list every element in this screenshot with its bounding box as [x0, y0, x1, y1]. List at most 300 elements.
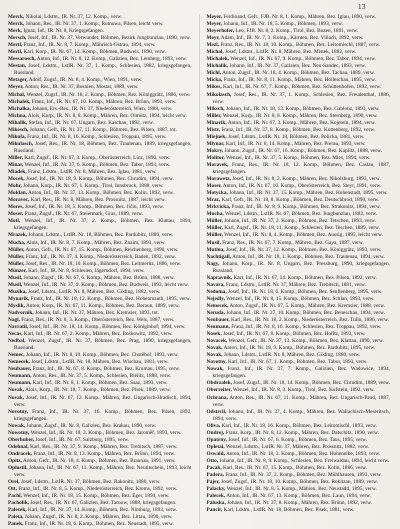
entry-details: Karl, Zugsf., IR. Nr. 18, 11. Komp., Schlesien, Bez. Teschen, 1889, verw.	[224, 225, 380, 232]
list-entry	[8, 176, 192, 183]
entry-surname: Morawetz,	[206, 176, 231, 183]
entry-surname: Mrazek,	[8, 232, 27, 239]
entry-surname: Neumann,	[8, 373, 32, 380]
list-entry	[8, 155, 192, 162]
entry-surname: Mladek,	[8, 169, 27, 176]
entry-details: Franz, Inf., IR. Nr. 37, 4. Komp., Niederösterreich, Baden, 1892, verw.	[25, 253, 176, 260]
entry-surname: Mrkvicka,	[206, 204, 231, 211]
entry-surname: Müller,	[8, 253, 25, 260]
entry-surname: Mistr,	[206, 126, 220, 133]
entry-surname: Mihalik,	[8, 119, 28, 126]
entry-details: Wenzel, Inf., IR. Nr. 18, 15. Komp., Böhmen, Bez. Eger, 1894, verw.	[23, 493, 170, 500]
entry-surname: Mertl,	[8, 42, 23, 49]
list-entry	[8, 77, 192, 84]
entry-surname: Nachtigall,	[206, 253, 232, 260]
list-entry	[207, 127, 391, 134]
entry-surname: Müller,	[206, 225, 223, 232]
entry-details: Wenzel, Inf., IR. Nr. 37, 6. Komp., Böhmen, Bez. Tabor, 1893, verw.	[24, 161, 171, 168]
list-entry	[8, 162, 192, 169]
list-entry	[207, 92, 391, 106]
entry-surname: Moravec,	[8, 197, 30, 204]
entry-details: Franz, Inf., IR. Nr. 37, 16. Komp., Böhmen, Bez. Pilsen, 1892, kriegsgefangen.	[14, 408, 192, 422]
list-entry	[8, 106, 192, 113]
entry-details: Wenzel, Inf., IR. Nr. 18, 3. Komp., Böhmen, Bez. Jaroměř, 1893, verw.	[30, 429, 182, 436]
entry-details: Franz, Inf., IR. Nr. 67, 10. Komp., Mähren, Bez. Brünn, 1893, verw.	[31, 98, 177, 105]
list-entry	[8, 240, 192, 247]
entry-surname: Moser,	[8, 211, 24, 218]
entry-details: Wenzel, Zugsf., IR. Nr. 37, Böhmen, Bez. Prag, 1890, kriegsgefangen, Russland.	[14, 338, 192, 352]
entry-details: Alois, Inf., IR. Nr. 8, 7. Komp., Mähren, Bez. Znaim, 1893, verw.	[26, 239, 166, 246]
entry-surname: Molitor,	[206, 154, 225, 161]
entry-details: Josef, Inf., IR. Nr. 8, 2. Komp., Mähren, Bez. Nikolsburg, 1893, verw.	[232, 176, 381, 183]
list-entry	[207, 275, 391, 282]
entry-details: Anton, Res., IR. Nr. 37, 5. Komp., Schlesien, Bielitz, 1888, verw.	[32, 373, 172, 380]
entry-details: Franz, Inf., IR. Nr. 37, 2. Komp., Böhmen, Bez. Mühlhausen, 1893, verw.	[225, 472, 382, 479]
entry-surname: Minar,	[8, 161, 24, 168]
entry-surname: Mucha,	[206, 211, 224, 218]
entry-surname: Nedoma,	[206, 288, 227, 295]
entry-details: Wenzel, Inf., IR. Nr. 37, 2. Komp., Böhmen, Bez. Klattau, 1894, kriegsgefangen.	[14, 218, 192, 232]
entry-details: Franz, Ldstm., LstIR. Nr. 8, Mähren, Bez. Iglau, 1881, verw.	[28, 169, 157, 176]
entry-surname: Navara,	[206, 281, 225, 288]
entry-surname: Ochrana,	[206, 394, 228, 401]
list-entry	[207, 21, 391, 28]
entry-surname: Nosek,	[206, 331, 222, 338]
entry-details: Franz, Res., IR. Nr. 67, 7. Komp., Mähren, Bez. Gaya, 1887, verw.	[222, 239, 364, 246]
entry-surname: Müller,	[8, 246, 25, 253]
list-entry	[207, 366, 391, 380]
entry-surname: Micka,	[206, 77, 223, 84]
entry-details: Ferdinand, Gefr., FJB. Nr. 8, 1. Komp., Mähren, Bez. Iglau, 1890, verw.	[223, 14, 377, 20]
entry-surname: Nadvornik,	[8, 309, 34, 316]
entry-surname: Nemecek,	[206, 302, 229, 309]
entry-surname: Nemecek,	[8, 359, 30, 366]
list-entry	[207, 232, 391, 239]
list-entry	[207, 204, 391, 211]
entry-surname: Michalek,	[206, 56, 230, 63]
entry-details: Anton, Res., IR. Nr. 37, Bosnien, Mostar, 1889, verw.	[24, 84, 139, 91]
entry-details: Franz, Inf., IR. Nr. 18, 6. Komp., Böhmen, Bez. Neustadt, 1895, verw.	[24, 521, 174, 528]
entry-details: Stefan, Inf., IR. Nr. 67, Ungarn, Bez. Kaschau, 1892, verw.	[28, 119, 154, 126]
entry-surname: Oliva,	[206, 422, 221, 429]
entry-surname: Pachl,	[8, 493, 22, 500]
entry-surname: Nagy,	[206, 260, 220, 267]
entry-surname: Palecek,	[206, 493, 226, 500]
entry-details: Wenzel, Inf., IR. Nr. 8, 5. Komp., Mähren, Bez. Neustadtl, 1895, verw.	[226, 486, 377, 493]
entry-details: Josef, Res., IR. Nr. 67, Galizien, Bez. Tarnow, 1888, kriegsgefangen.	[30, 500, 177, 507]
list-entry	[8, 338, 192, 352]
entry-details: Josef, Inf., IR. Nr. 67, 12. Komp., Mähren, Bez. Ungarisch-Hradisch, 1894, verw.	[14, 394, 192, 408]
list-entry	[207, 345, 391, 352]
entry-surname: Novacek,	[206, 338, 228, 345]
list-entry	[207, 254, 391, 261]
list-entry	[207, 507, 391, 514]
list-entry	[207, 240, 391, 247]
entry-surname: Mlynar,	[206, 140, 225, 147]
list-entry	[8, 190, 192, 197]
entry-surname: Oberreiter,	[206, 387, 232, 394]
list-entry	[8, 218, 192, 232]
entry-surname: Pancir,	[206, 507, 223, 514]
entry-details: Josef, Ldstm., LstIR. Nr. 37, 1. Komp., Schlesien, 1882, kriegsgefangen, Russland.	[14, 63, 192, 77]
entry-surname: Metzger,	[8, 77, 28, 84]
entry-details: Adam, Inf., IR. Nr. 7, 3. Komp., Kärnten, Bez. Villach, 1892, verw.	[220, 35, 364, 42]
right-column	[207, 14, 391, 524]
entry-details: Johann, Ers.-Res., IR. Nr. 37, Niederösterreich, Wien, 1888, verw.	[32, 105, 173, 112]
entry-details: Josef, Zugsf., IR. Nr. 18, 10. Komp., Böhmen, Bez. Rokitzan, 1889, verw.	[221, 479, 378, 486]
entry-details: Anton, Korp., IR. Nr. 67, 11. Komp., Böhmen, Bez. Beraun, 1889, verw.	[25, 302, 180, 309]
list-entry	[207, 141, 391, 148]
entry-details: Anton, Inf., IR. Nr. 67, 13. Komp., Böhmen, Bez. Laun, 1894, verw.	[226, 493, 372, 500]
list-entry	[8, 254, 192, 261]
entry-surname: Nowotny,	[8, 429, 30, 436]
entry-details: Wenzel, Inf., IR. Nr. 67, 9. Komp., Böhmen, Bez. Tabor, 1894, verw.	[230, 56, 377, 63]
text-columns	[8, 14, 391, 528]
entry-details: Franz, Korp., IR. Nr. 8, 12. Komp., Mähren, Bez. Datschitz, 1890, verw.	[225, 429, 379, 436]
entry-details: Johann, Res., IR. Nr. 37, 1. Komp., Rutnowa, Pilsen, leicht verw.	[25, 21, 164, 28]
entry-details: Anton, Res., IR. Nr. 67, 11. Komp., Mähren, Bez. Ungarisch-Brod, 1887, verw.	[212, 394, 390, 408]
entry-details: Leo, FJB. Nr. 8, 2. Komp., Tirol, Bez. Bozen, 1891, verw.	[235, 28, 359, 35]
entry-details: Josef, Ldstm., LstIR. Nr. 37, Böhmen, Bez. Rakonitz, 1880, verw.	[20, 479, 161, 486]
list-entry	[8, 380, 192, 387]
list-entry	[8, 84, 192, 91]
entry-details: Wenzel, Inf., IR. Nr. 37, 5. Komp., Böhmen, Bez. Mies, 1894, verw.	[225, 154, 371, 161]
entry-surname: Nemec,	[8, 352, 25, 359]
entry-details: Johann, Inf., IR. Nr. 18, 5. Komp., Böhmen, 1893, verw.	[223, 21, 343, 28]
list-entry	[207, 303, 391, 310]
entry-surname: Pacholik,	[8, 500, 30, 507]
entry-details: Franz, Inf., IR. Nr. 37, 7. Komp., Galizien, Bez. Wadowice, 1894, kriegsgefangen.	[212, 366, 390, 380]
entry-surname: Novak,	[206, 352, 223, 359]
entry-surname: Opletal,	[206, 443, 225, 450]
entry-details: Franz, Inf., IR. Nr. 8, 7. Komp., Mährisch-Ostrau, 1894, verw.	[23, 42, 156, 49]
entry-surname: Neubauer,	[206, 317, 230, 324]
entry-surname: Michalka,	[8, 105, 31, 112]
list-entry	[207, 444, 391, 451]
entry-details: Johann, Ldstm., LstIR. Nr. 8, Mähren, Bez. Göding, 1880, verw.	[223, 352, 361, 359]
entry-surname: Moldan,	[8, 190, 27, 197]
entry-details: Franz, Inf., IR. Nr. 8, 5. Komp., Niederösterreich, Bez. Krems, 1892, verw.	[18, 486, 178, 493]
entry-surname: Oplustil,	[8, 465, 28, 471]
list-entry	[8, 99, 192, 106]
list-entry	[207, 437, 391, 444]
entry-surname: Novotny,	[8, 408, 29, 415]
entry-surname: Michalek,	[8, 98, 31, 105]
list-entry	[207, 409, 391, 423]
list-entry	[8, 395, 192, 409]
entry-surname: Mlejnek,	[206, 133, 227, 140]
entry-details: Anton, Inf., IR. Nr. 37, 13. Komp., Böhmen, Bez. Kolin, 1892, verw.	[28, 190, 175, 197]
list-entry	[8, 232, 192, 239]
entry-surname: Pacak,	[206, 465, 222, 471]
entry-details: Franz, Res., IR. Nr. 18, 12. Komp., Böhmen, Bez. Caslau, 1887, kriegsgefangen.	[212, 161, 391, 176]
entry-details: Franz, Zugsf., IR. Nr. 67, Steiermark, Graz, 1889, verw.	[24, 211, 144, 218]
entry-details: Wenzel, Gefr., IR. Nr. 37, 13. Komp., Böhmen, Bez. Klattau, 1890, verw.	[228, 338, 384, 345]
list-entry	[207, 14, 391, 21]
entry-details: Karl, Res., IR. Nr. 37, 9. Komp., Mähren, Bez. Trebitsch, 1887, verw.	[30, 443, 178, 450]
entry-surname: Müller,	[8, 260, 25, 267]
entry-surname: Opitz,	[8, 457, 22, 464]
entry-details: Anton, Zugsf., IR. Nr. 67, 5. Komp., Mähren, Bez. Kremsier, 1888, verw.	[229, 302, 385, 309]
entry-details: Josef, Inf., IR. Nr. 18, 14. Komp., Böhmen, Bez. Königinhof, 1894, verw.	[29, 324, 186, 331]
entry-details: Johann, Inf., IR. Nr. 37, 4. Komp., Mähren, Bez. Wallachisch-Meseritsch, 1894, verw.	[212, 408, 390, 422]
entry-details: Karl, Res., IR. Nr. 18, 2. Komp., Niederösterreich, Bez. Tulln, 1886, verw.	[231, 317, 389, 324]
entry-details: Franz, Inf., IR. Nr. 8, 13. Komp., Mähren, Bez. Brünn, 1894, verw.	[33, 450, 176, 457]
list-entry	[207, 430, 391, 437]
list-entry	[207, 451, 391, 458]
entry-details: Karl, Inf., IR. Nr. 67, 7. Komp., Böhmen, Bez. Schüttenhofen, 1892, verw.	[222, 84, 382, 91]
entry-surname: Nowak,	[206, 366, 224, 373]
entry-details: Josef, Res., IR. Nr. 37, 1. Komp., Schlesien, Bez. Freudenthal, 1886, verw.	[212, 91, 391, 105]
entry-surname: Neumann,	[8, 380, 32, 387]
entry-details: Karl, Inf., IR. Nr. 8, 1. Komp., Böhmen, Bez. Saaz, 1893, verw.	[32, 380, 168, 387]
entry-details: Anton, Gefr., IR. Nr. 67, 15. Komp., Böhmen, Reichenberg, 1890, verw.	[25, 246, 179, 253]
entry-details: Johann, Zugsf., IR. Nr. 8, 2. Komp., Mähren, Bez. Littau, 1890, verw.	[24, 514, 173, 521]
list-entry	[8, 42, 192, 49]
list-entry	[8, 451, 192, 458]
entry-details: Wenzel, Ldstm., LstIR. Nr. 67, Böhmen, Bez. Jungbunzlau, 1882, verw.	[224, 211, 378, 218]
list-entry	[207, 162, 391, 176]
entry-surname: Neubauer,	[8, 366, 32, 373]
entry-details: Alois, Korp., IR. Nr. 8, 8. Komp., Mähren, Bez. Olmütz, 1894, leicht verw.	[27, 112, 187, 119]
entry-details: Johann, Ldstm., LstIR. Nr. 18, Böhmen, Bez. Pardubitz, 1880, verw.	[28, 232, 174, 239]
entry-surname: Münzer,	[8, 267, 27, 274]
entry-surname: Meyer,	[206, 14, 223, 20]
entry-details: Josef, Inf., IR. Nr. 37, Verwundet, Böhmen, Bezirk Jungbunzlau, 1890, verw.	[27, 35, 192, 42]
entry-details: Johann, Korp., IR. Nr. 67, 1. Komp., Tirol, Innsbruck, 1888, verw.	[23, 183, 164, 190]
entry-surname: Messarosch,	[8, 56, 36, 63]
entry-details: Anton, Inf., IR. Nr. 18, 1. Komp., Böhmen, Bez. Trautenau, 1894, verw.	[232, 253, 385, 260]
list-entry	[207, 106, 391, 113]
entry-surname: Paluska,	[206, 500, 226, 507]
entry-details: Karl, Ldstm., LstIR. Nr. 18, Böhmen, Bez. Pisek, 1881, verw.	[223, 507, 355, 514]
entry-surname: Nowak,	[8, 422, 26, 429]
list-entry	[207, 296, 391, 303]
entry-surname: Otto,	[206, 457, 219, 464]
entry-surname: Michal,	[8, 91, 26, 98]
entry-surname: Obdrzalek,	[206, 380, 232, 387]
entry-surname: Mraz,	[206, 197, 221, 204]
entry-details: Karl, Inf., IR. Nr. 67, 14. Komp., Böhmen, Bez. Pilsen, 1892, verw.	[233, 274, 377, 281]
entry-details: Josef, Zugsf., IR. Nr. 18, 14. Komp., Böhmen, Bez. Chrudim, 1889, verw.	[233, 380, 390, 387]
entry-surname: Merck,	[8, 14, 25, 20]
list-entry	[8, 465, 192, 479]
entry-surname: Novak,	[206, 345, 223, 352]
entry-surname: Moser,	[206, 183, 222, 190]
entry-details: Franz, Inf., IR. Nr. 8, 9. Komp., Böhmen, Bez. Strakonitz, 1894, verw.	[231, 204, 381, 211]
entry-surname: Paleta,	[8, 514, 24, 521]
entry-surname: Oswald,	[206, 450, 225, 457]
list-entry	[8, 437, 192, 444]
entry-surname: Mertl,	[8, 49, 23, 56]
entry-details: Wenzel, Zugsf., IR. Nr. 18, 2. Komp., Böhmen, Bez. Königgrätz, 1886, verw.	[26, 91, 191, 98]
entry-surname: Meyer,	[206, 21, 223, 28]
entry-details: Johann, Zugsf., IR. Nr. 67, 16. Komp., Böhmen, Bez. Kaplitz, 1888, verw.	[224, 147, 382, 154]
entry-surname: Nagl,	[8, 317, 20, 324]
entry-surname: Musil,	[8, 274, 23, 281]
entry-details: Wenzel, Inf., IR. Nr. 8, 4. Komp., Böhmen, Bez. Aussig, 1895, leicht verw.	[224, 232, 383, 239]
entry-details: Franz, Res., IR. Nr. 8, 3. Komp., Oberösterreich, Bez. Wels, 1887, verw.	[21, 317, 175, 324]
entry-surname: Mutina,	[206, 246, 225, 253]
list-entry	[8, 317, 192, 324]
entry-surname: Novak,	[8, 394, 25, 401]
entry-surname: Meyr,	[206, 35, 220, 42]
list-entry	[207, 134, 391, 141]
entry-details: Johann, Inf., IR. Nr. 37, Mähren, Bez. Kremsier, 1893, tot.	[35, 309, 160, 316]
entry-details: Adolf, Zugsf., IR. Nr. 8, 4. Komp., Wien, 1891, verw.	[28, 77, 143, 84]
entry-surname: Odstrcil,	[206, 408, 227, 415]
entry-surname: Motl,	[8, 218, 21, 225]
entry-details: Johann, Inf., IR. Nr. 37, 15. Komp., Mähren, Bez. Hohenstadt, 1895, verw.	[229, 190, 388, 197]
entry-details: Franz, Ldstm., LstIR. Nr. 37, Mähren, Bez. Trebitsch, 1881, verw.	[225, 281, 366, 288]
entry-details: Anton, Inf., IR. Nr. 67, 3. Komp., Mähren, Bez. Kojetein, 1894, verw.	[227, 119, 376, 126]
list-entry	[207, 120, 391, 127]
list-entry	[8, 521, 192, 528]
entry-details: Josef, Res., IR. Nr. 18, Böhmen, Bez. Trautenau, 1889, kriegsgefangen, Russland.	[14, 140, 192, 154]
entry-details: Johann, Inf., IR. Nr. 8, 9. Komp., Schlesien, Bez. Freiwaldau, 1894, leicht verw.	[219, 457, 390, 464]
entry-surname: Opatrny,	[206, 436, 227, 443]
entry-details: Josef, Inf., IR. Nr. 67, 6. Komp., Böhmen, Bez. Taus, 1895, verw.	[228, 436, 368, 443]
list-entry	[8, 14, 192, 21]
entry-details: Wenzel, Ldstm., LstIR. Nr. 37, Mähren, Bez. Prossnitz, 1882, verw.	[225, 443, 370, 450]
entry-surname: Novak,	[8, 387, 25, 394]
entry-details: Josef, Inf., IR. Nr. 18, 9. Komp., Böhmen, Bez. Chrudim, 1894, verw.	[25, 176, 174, 183]
entry-details: Karl, Inf., IR. Nr. 18, 16. Komp., Böhmen, Bez. Leitomischl, 1893, verw.	[221, 422, 377, 429]
list-entry	[8, 120, 192, 127]
entry-surname: Mikula,	[8, 133, 26, 140]
entry-details: Josef, Inf., IR. Nr. 67, 8. Komp., Böhmen, Bez. Hořitz, 1893, verw.	[222, 331, 366, 338]
entry-surname: Neruda,	[206, 309, 225, 316]
entry-surname: Neumann,	[206, 324, 230, 331]
entry-surname: Michl,	[206, 70, 222, 77]
list-entry	[207, 289, 391, 296]
entry-surname: Orel,	[8, 479, 20, 486]
entry-surname: Myslik,	[8, 302, 25, 309]
entry-surname: Michalik,	[206, 63, 229, 70]
entry-surname: Nedbal,	[8, 338, 26, 345]
entry-surname: Mikolasch,	[206, 91, 232, 98]
entry-surname: Necas,	[8, 331, 23, 338]
entry-details: Wenzel, Inf., IR. Nr. 8, 3. Komp., Tirol, Bez. Kufstein, 1892, verw.	[232, 387, 375, 394]
entry-details: Wenzel, Inf., IR. Nr. 37, 9. Komp., Böhmen, Bez. Budweis, 1893, leicht verw.	[23, 281, 189, 288]
entry-surname: Mikulasch,	[8, 140, 34, 147]
page-number: 13	[358, 3, 366, 11]
list-entry	[207, 387, 391, 394]
list-entry	[8, 423, 192, 430]
list-entry	[207, 113, 391, 120]
entry-details: Karl, Gefr., IR. Nr. 18, 8. Komp., Böhmen, Bez. Deutschbrod, 1890, verw.	[221, 197, 380, 204]
list-entry	[8, 296, 192, 303]
list-entry	[207, 247, 391, 254]
entry-surname: Mokry,	[206, 147, 224, 154]
entry-surname: Meyer,	[8, 84, 24, 91]
entry-details: Nikolai, Ldstm., IR. Nr. 37, 12. Komp., verw.	[25, 14, 123, 20]
entry-details: Ignaz, Inf., IR. Nr. 8, Kriegsgefangen.	[23, 28, 104, 35]
left-column	[8, 14, 192, 528]
entry-surname: Palacky,	[206, 486, 226, 493]
entry-surname: Meyerhofer,	[206, 28, 235, 35]
entry-details: Josef, Inf., IR. Nr. 18, 5. Komp., Böhmen, Bez. Jičin, 1893, verw.	[24, 204, 164, 211]
entry-surname: Musil,	[206, 239, 221, 246]
list-entry	[8, 303, 192, 310]
entry-surname: Odehnal,	[8, 443, 29, 450]
entry-details: Johann, Inf., IR. Nr. 37, 8. Komp., Mähren, Bez. Brünn, 1892, verw.	[227, 500, 372, 507]
entry-surname: Miksch,	[206, 105, 225, 112]
entry-surname: Nejedly,	[206, 295, 225, 302]
entry-surname: Padera,	[206, 472, 225, 479]
entry-details: Josef, Inf., IR. Nr. 67, Salzburg, 1895, verw.	[35, 436, 130, 443]
list-entry	[207, 84, 391, 91]
entry-details: Karl, Inf., IR. Nr. 67, 1. Komp., Böhmen, Bez. Tabor, 1893, verw.	[228, 359, 368, 366]
entry-details: Franz, Inf., IR. Nr. 8, 16. Komp., Schlesien, Troppau, 1895, verw.	[27, 133, 167, 140]
entry-surname: Miller,	[206, 112, 222, 119]
list-entry	[8, 444, 192, 451]
entry-surname: Müller,	[206, 218, 223, 225]
entry-surname: Musil,	[8, 281, 23, 288]
entry-surname: Müller,	[206, 232, 223, 239]
entry-surname: Pajer,	[206, 479, 220, 486]
entry-details: Franz, Inf., IR. Nr. 67, 8. Komp., Böhmen, Bez. Krumau, 1895, verw.	[32, 366, 181, 373]
entry-details: Wenzel, Korp., IR. Nr. 8, 6. Komp., Mähren, Bez. Sternberg, 1890, verw.	[222, 112, 378, 119]
list-entry	[8, 387, 192, 394]
entry-details: Franz, Inf., IR. Nr. 8, 11. Komp., Mähren, Bez. Holleschau, 1895, verw.	[223, 77, 376, 84]
entry-details: Josef, Res., IR. Nr. 18, 10. Komp., Böhmen, Bez. Leitmeritz, 1886, verw.	[25, 260, 182, 267]
list-entry	[8, 430, 192, 437]
list-entry	[207, 500, 391, 507]
entry-surname: Mestan,	[8, 63, 27, 70]
entry-details: Franz, Inf., IR. Nr. 8, 16. Komp., Schlesien, Bez. Troppau, 1892, verw.	[231, 324, 382, 331]
entry-surname: Napravnik,	[206, 274, 233, 281]
list-entry	[207, 310, 391, 317]
entry-details: Josef, Inf., IR. Nr. 37, 12. Komp., Böhmen, Bez. Königgrätz, 1893, verw.	[225, 246, 382, 253]
list-entry	[207, 148, 391, 155]
entry-details: Franz, Inf., IR. Nr. 18, 12. Komp., Böhmen, Bez. Hohenmauth, 1895, verw.	[30, 295, 191, 302]
entry-surname: Michna,	[8, 112, 27, 119]
entry-surname: Mikes,	[206, 84, 222, 91]
entry-details: Johann, Zugsf., IR. Nr. 67, 6. Komp., Mähren, Bez. Brünn, 1888, verw.	[23, 274, 175, 281]
list-entry	[8, 63, 192, 77]
entry-details: Anton, Inf., IR. Nr. 18, 3. Komp., Böhmen, Bez. Hohenelbe, 1893, verw.	[225, 450, 381, 457]
entry-surname: Panek,	[8, 521, 24, 528]
entry-surname: Mersch,	[8, 35, 27, 42]
column-divider	[199, 14, 200, 524]
list-entry	[8, 289, 192, 296]
entry-details: Johann, Inf., IR. Nr. 18, 13. Komp., Böhmen, Bez. Gablonz, 1893, verw.	[225, 105, 380, 112]
list-entry	[8, 310, 192, 317]
entry-details: Franz, Inf., IR. Nr. 37, 8. Komp., Böhmen, Bez. Kuttenberg, 1892, verw.	[221, 126, 376, 133]
list-entry	[207, 465, 391, 472]
entry-surname: Navratil,	[8, 324, 29, 331]
entry-details: Wenzel, Inf., IR. Nr. 8, 15. Komp., Böhmen, Bez. Schlan, 1893, verw.	[226, 295, 375, 302]
entry-surname: Minarik,	[206, 119, 227, 126]
entry-surname: Palecek,	[8, 507, 27, 514]
entry-details: Karl, Inf., IR. Nr. 8, 14. Komp., Mähren, Bez. Prerau, 1893, verw.	[225, 140, 366, 147]
entry-surname: Miller,	[8, 154, 23, 161]
entry-details: Josef, Ldstm., LstIR. Nr. 8, Mähren, Bez. Göding, 1882, verw.	[28, 288, 161, 295]
entry-details: Karl, Zugsf., IR. Nr. 67, 3. Komp., Oberösterreich, Linz, 1890, verw.	[24, 154, 171, 161]
list-entry	[8, 127, 192, 134]
list-entry	[8, 113, 192, 120]
list-entry	[207, 317, 391, 324]
entry-details: Josef, Ldstm., LstIR. Nr. 8, Mähren, Bez. Mistek, 1882, verw.	[225, 49, 357, 56]
entry-details: Josef, Ldstm., LstIR. Nr. 18, Mähren, Bez. Wischau, 1881, verw.	[31, 359, 169, 366]
entry-surname: Merk,	[8, 28, 22, 35]
entry-details: Josef, Ldstm., LstIR. Nr. 18, Böhmen, Bez. Policka, 1881, verw.	[227, 133, 365, 140]
entry-surname: Mucha,	[8, 239, 26, 246]
entry-details: Anton, Inf., IR. Nr. 67, 10. Komp., Oberösterreich, Bez. Steyr, 1891, verw.	[222, 183, 382, 190]
entry-surname: Mohr,	[8, 183, 22, 190]
entry-details: Johann, Gefr., IR. Nr. 37, 11. Komp., Böhmen, Bez. Pilsen, 1887, tot.	[29, 126, 177, 133]
